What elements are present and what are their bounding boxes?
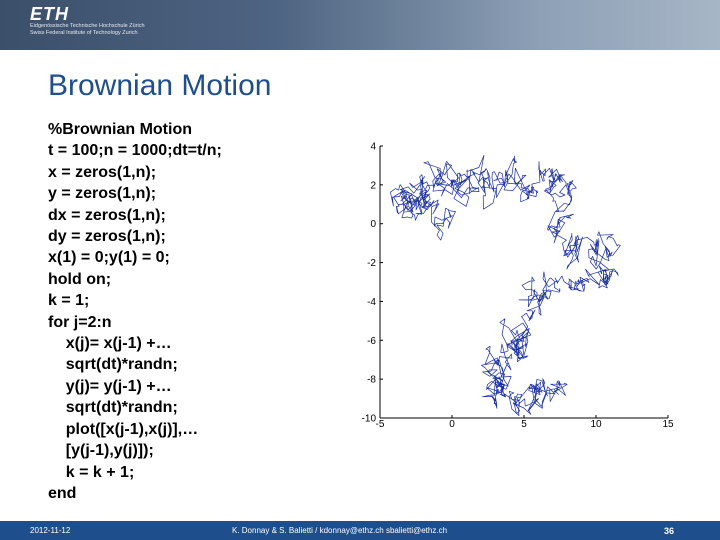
y-tick-label: -2 [367,258,376,270]
code-line: y(j)= y(j-1) +… [48,377,172,395]
y-tick-label: 0 [370,219,376,231]
logo-mark: ETH [30,4,69,24]
y-tick-label: -6 [367,335,376,347]
y-tick-label: 2 [370,180,376,192]
code-line: end [48,484,77,502]
code-line: t = 100;n = 1000;dt=t/n; [48,142,222,160]
eth-logo [30,5,145,37]
x-tick-label: 5 [521,419,527,430]
code-line: [y(j-1),y(j)]); [48,442,154,460]
code-line: hold on; [48,270,112,288]
footer-date: 2012-11-12 [30,526,71,535]
code-line: y = zeros(1,n); [48,185,157,203]
header-banner [0,0,720,50]
code-line: k = k + 1; [48,463,135,481]
code-line: dy = zeros(1,n); [48,228,166,246]
code-line: x(j)= x(j-1) +… [48,335,172,353]
x-tick-label: 0 [449,419,455,430]
code-line: %Brownian Motion [48,121,192,138]
code-line: k = 1; [48,292,90,310]
code-line: x = zeros(1,n); [48,163,157,181]
y-tick-label: -10 [361,413,376,425]
code-line: for j=2:n [48,313,112,331]
code-listing [48,119,222,504]
footer-bar [0,521,720,540]
logo-line-1: Eidgenössische Technische Hochschule Zürich [30,23,145,29]
code-line: sqrt(dt)*randn; [48,356,178,374]
code-line: x(1) = 0;y(1) = 0; [48,249,170,267]
code-line: sqrt(dt)*randn; [48,399,178,417]
brownian-path [390,155,620,415]
slide-title: Brownian Motion [48,69,272,102]
logo-line-2: Swiss Federal Institute of Technology Zurich [30,30,138,36]
code-line: plot([x(j-1),x(j)],… [48,420,199,438]
x-tick-label: -5 [375,419,385,430]
brownian-motion-plot [356,134,680,434]
y-tick-label: -8 [367,374,376,386]
x-tick-label: 10 [590,419,602,430]
y-tick-label: 4 [370,141,376,153]
page-number: 36 [664,526,675,536]
y-tick-label: -4 [367,296,376,308]
code-line: dx = zeros(1,n); [48,206,166,224]
x-tick-label: 15 [662,419,674,430]
footer-authors: K. Donnay & S. Balietti / kdonnay@ethz.ch sbalietti@ethz.ch [232,526,448,535]
